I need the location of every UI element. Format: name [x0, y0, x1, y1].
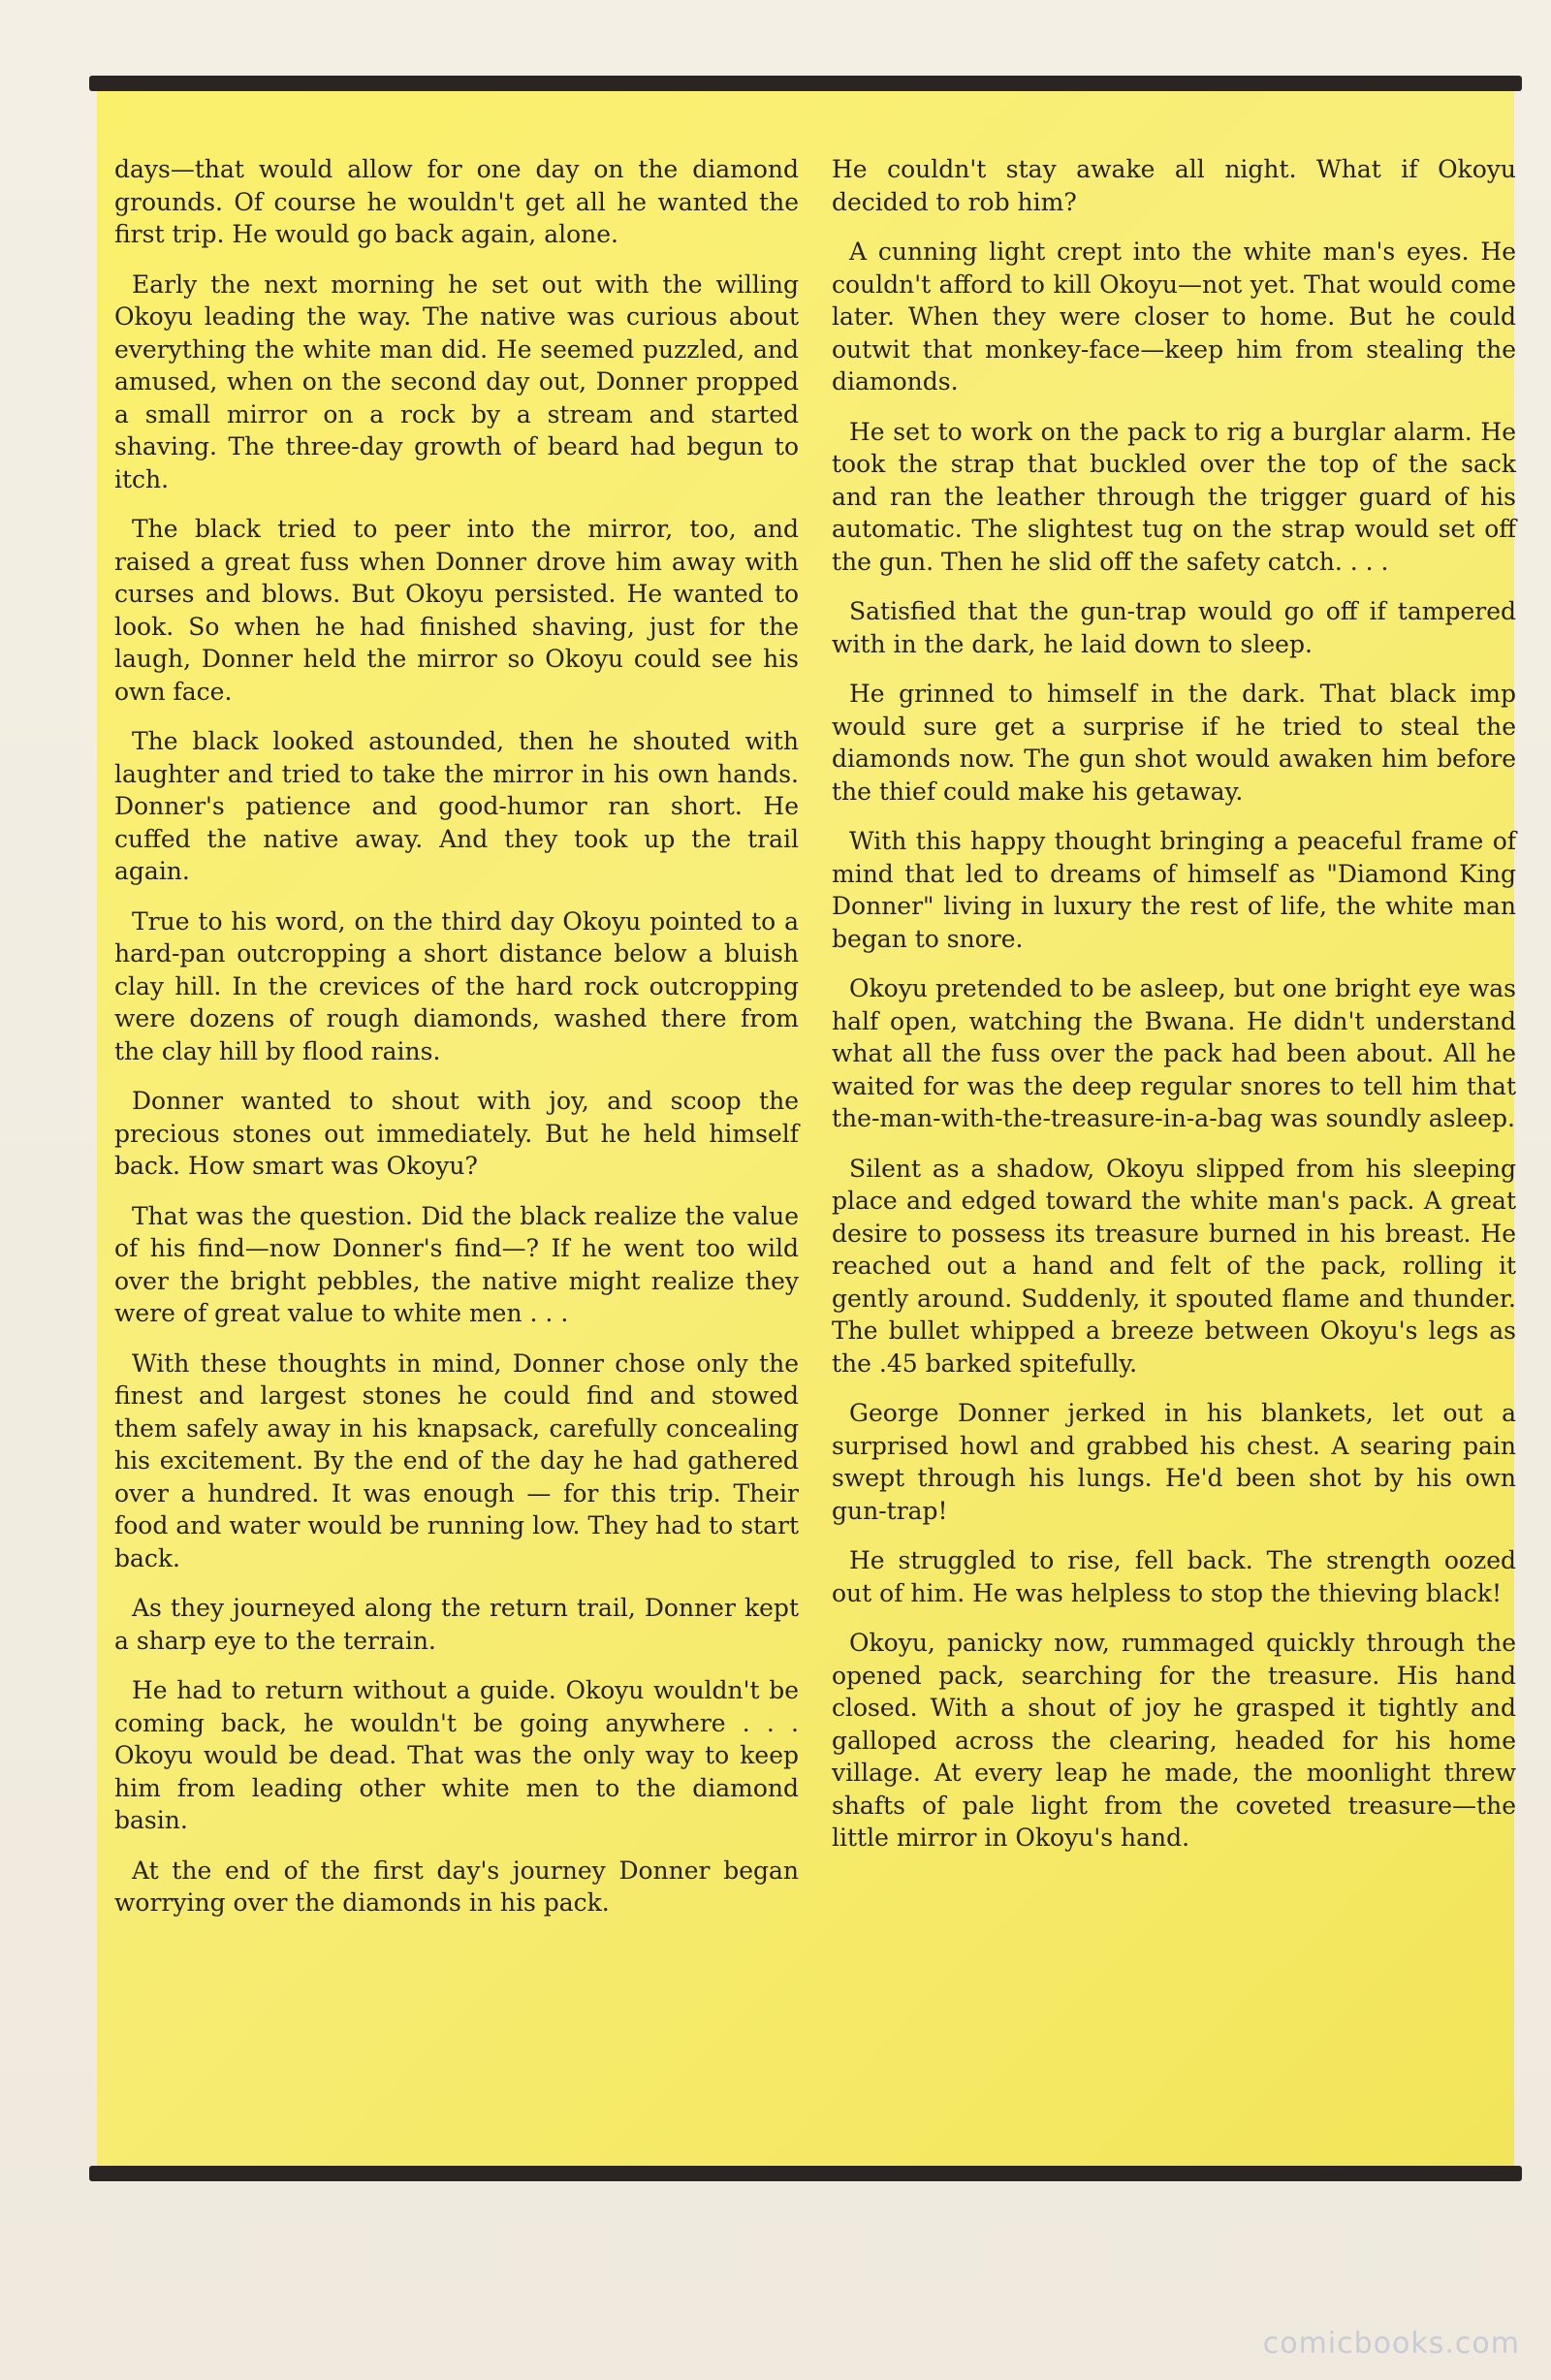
paragraph: Donner wanted to shout with joy, and scoop the precious stones out immediately. But he held himself back. How smart was Okoyu? [114, 1087, 799, 1180]
left-column [114, 153, 799, 2160]
paragraph: At the end of the first day's journey Donner began worrying over the diamonds in his pack. [114, 1856, 799, 1917]
paragraph: Silent as a shadow, Okoyu slipped from his sleeping place and edged toward the white man's pack. A great desire to possess its treasure burned in his breast. He reached out a hand and felt of the pack, rolling it gently around. Suddenly, it spouted flame and thunder. The bullet whipped a breeze between Okoyu's legs as the .45 barked spitefully. [832, 1154, 1516, 1378]
paragraph: days—that would allow for one day on the diamond grounds. Of course he wouldn't get all he wanted the first trip. He would go back again, alone. [114, 155, 799, 248]
bottom-border-rule [89, 2166, 1522, 2181]
paragraph: Satisfied that the gun-trap would go off if tampered with in the dark, he laid down to sleep. [832, 597, 1516, 658]
story-columns [114, 153, 1516, 2160]
paragraph: He set to work on the pack to rig a burglar alarm. He took the strap that buckled over the top of the sack and ran the leather through the trigger guard of his automatic. The slightest tug on the strap would set off the gun. Then he slid off the safety catch. . . . [832, 417, 1516, 576]
paragraph: True to his word, on the third day Okoyu pointed to a hard-pan outcropping a short distance below a bluish clay hill. In the crevices of the hard rock outcropping were dozens of rough diamonds, washed there from the clay hill by flood rains. [114, 906, 799, 1065]
right-column [832, 153, 1516, 2160]
paragraph: With these thoughts in mind, Donner chose only the finest and largest stones he could find and stowed them safely away in his knapsack, carefully concealing his excitement. By the end of the day he had gathered over a hundred. It was enough — for this trip. Their food and water would be running low. They had to start back. [114, 1349, 799, 1572]
paragraph: As they journeyed along the return trail, Donner kept a sharp eye to the terrain. [114, 1594, 799, 1655]
paragraph: With this happy thought bringing a peaceful frame of mind that led to dreams of himself as "Diamond King Donner" living in luxury the rest of life, the white man began to snore. [832, 827, 1516, 953]
paragraph: Early the next morning he set out with the willing Okoyu leading the way. The native was curious about everything the white man did. He seemed puzzled, and amused, when on the second day out, Donner propped a small mirror on a rock by a stream and started shaving. The three-day growth of beard had begun to itch. [114, 270, 799, 493]
paragraph: George Donner jerked in his blankets, let out a surprised howl and grabbed his chest. A searing pain swept through his lungs. He'd been shot by his own gun-trap! [832, 1399, 1516, 1525]
paragraph: The black tried to peer into the mirror, too, and raised a great fuss when Donner drove him away with curses and blows. But Okoyu persisted. He wanted to look. So when he had finished shaving, just for the laugh, Donner held the mirror so Okoyu could see his own face. [114, 515, 799, 706]
site-watermark: comicbooks.com [1262, 2327, 1520, 2361]
paragraph: He grinned to himself in the dark. That black imp would sure get a surprise if he tried to steal the diamonds now. The gun shot would awaken him before the thief could make his getaway. [832, 680, 1516, 806]
paragraph: That was the question. Did the black realize the value of his find—now Donner's find—? If he went too wild over the bright pebbles, the native might realize they were of great value to white men . . . [114, 1201, 799, 1327]
paragraph: He had to return without a guide. Okoyu wouldn't be coming back, he wouldn't be going anywhere . . . Okoyu would be dead. That was the only way to keep him from leading other white men to the diamond basin. [114, 1676, 799, 1834]
paragraph: Okoyu pretended to be asleep, but one bright eye was half open, watching the Bwana. He didn't understand what all the fuss over the pack had been about. All he waited for was the deep regular snores to tell him that the-man-with-the-treasure-in-a-bag was soundly asleep. [832, 974, 1516, 1132]
paragraph: He couldn't stay awake all night. What if Okoyu decided to rob him? [832, 155, 1516, 216]
paragraph: A cunning light crept into the white man's eyes. He couldn't afford to kill Okoyu—not yet. That would come later. When they were closer to home. But he could outwit that monkey-face—keep him from stealing the diamonds. [832, 238, 1516, 396]
paragraph: Okoyu, panicky now, rummaged quickly through the opened pack, searching for the treasure. His hand closed. With a shout of joy he grasped it tightly and galloped across the clearing, headed for his home village. At every leap he made, the moonlight threw shafts of pale light from the coveted treasure—the little mirror in Okoyu's hand. [832, 1629, 1516, 1852]
paragraph: He struggled to rise, fell back. The strength oozed out of him. He was helpless to stop the thieving black! [832, 1546, 1516, 1607]
paragraph: The black looked astounded, then he shouted with laughter and tried to take the mirror in his own hands. Donner's patience and good-humor ran short. He cuffed the native away. And they took up the trail again. [114, 727, 799, 885]
top-border-rule [89, 76, 1522, 91]
